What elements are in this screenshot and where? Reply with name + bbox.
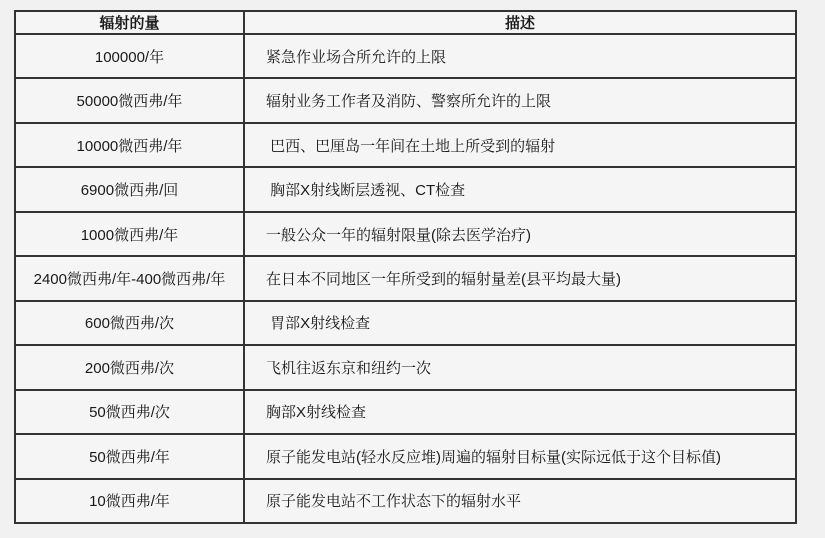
table-row <box>15 78 796 122</box>
amount-cell: 2400微西弗/年-400微西弗/年 <box>15 256 244 300</box>
description-cell: 紧急作业场合所允许的上限 <box>244 34 796 78</box>
description-cell: 辐射业务工作者及消防、警察所允许的上限 <box>244 78 796 122</box>
amount-cell: 6900微西弗/回 <box>15 167 244 211</box>
table-row <box>15 390 796 434</box>
table-body <box>15 34 796 523</box>
description-cell: 在日本不同地区一年所受到的辐射量差(县平均最大量) <box>244 256 796 300</box>
amount-cell: 1000微西弗/年 <box>15 212 244 256</box>
description-cell: 胃部X射线检查 <box>244 301 796 345</box>
table-row <box>15 167 796 211</box>
radiation-dose-table <box>14 10 797 524</box>
table-row <box>15 434 796 478</box>
description-cell: 胸部X射线检查 <box>244 390 796 434</box>
table-row <box>15 345 796 389</box>
table-header-row <box>15 11 796 34</box>
table-row <box>15 301 796 345</box>
table-row <box>15 256 796 300</box>
header-radiation-amount: 辐射的量 <box>15 11 244 34</box>
description-cell: 飞机往返东京和纽约一次 <box>244 345 796 389</box>
amount-cell: 10微西弗/年 <box>15 479 244 523</box>
amount-cell: 100000/年 <box>15 34 244 78</box>
description-cell: 原子能发电站不工作状态下的辐射水平 <box>244 479 796 523</box>
amount-cell: 10000微西弗/年 <box>15 123 244 167</box>
description-cell: 巴西、巴厘岛一年间在土地上所受到的辐射 <box>244 123 796 167</box>
header-description: 描述 <box>244 11 796 34</box>
description-cell: 胸部X射线断层透视、CT检查 <box>244 167 796 211</box>
table-row <box>15 479 796 523</box>
amount-cell: 200微西弗/次 <box>15 345 244 389</box>
amount-cell: 50微西弗/年 <box>15 434 244 478</box>
amount-cell: 600微西弗/次 <box>15 301 244 345</box>
description-cell: 一般公众一年的辐射限量(除去医学治疗) <box>244 212 796 256</box>
amount-cell: 50000微西弗/年 <box>15 78 244 122</box>
table-row <box>15 34 796 78</box>
table-row <box>15 123 796 167</box>
amount-cell: 50微西弗/次 <box>15 390 244 434</box>
table-row <box>15 212 796 256</box>
description-cell: 原子能发电站(轻水反应堆)周遍的辐射目标量(实际远低于这个目标值) <box>244 434 796 478</box>
